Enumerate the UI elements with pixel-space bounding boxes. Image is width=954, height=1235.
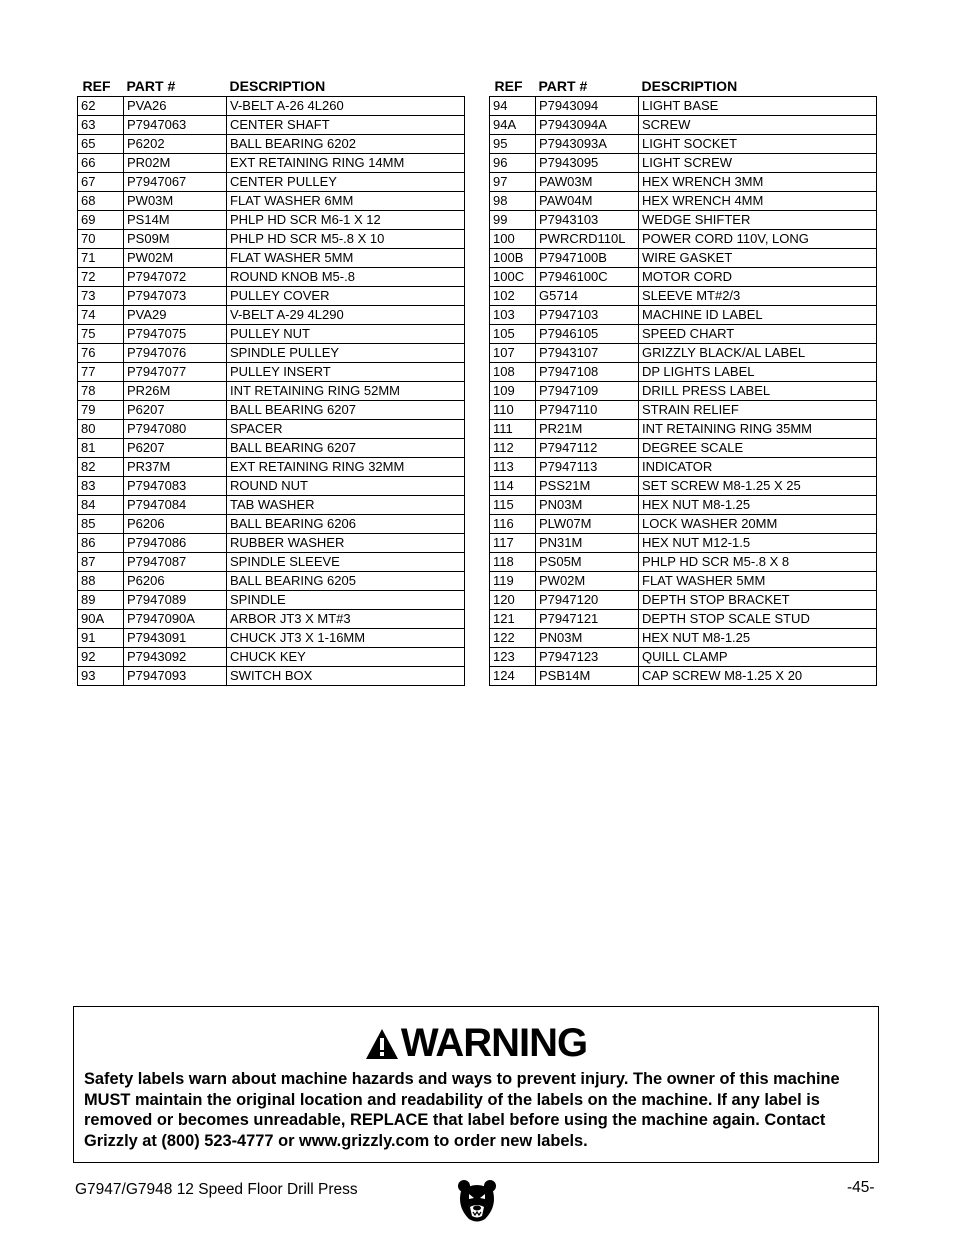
table-row xyxy=(490,249,877,268)
ref-cell: 114 xyxy=(490,477,536,496)
ref-cell: 97 xyxy=(490,173,536,192)
part-number-cell: P7947067 xyxy=(124,173,227,192)
part-number-cell: P7947123 xyxy=(536,648,639,667)
description-cell: BALL BEARING 6205 xyxy=(227,572,465,591)
part-number-cell: P7947109 xyxy=(536,382,639,401)
ref-cell: 109 xyxy=(490,382,536,401)
table-header-row xyxy=(78,76,465,97)
ref-cell: 122 xyxy=(490,629,536,648)
description-cell: PHLP HD SCR M5-.8 X 8 xyxy=(639,553,877,572)
description-cell: EXT RETAINING RING 32MM xyxy=(227,458,465,477)
warning-box xyxy=(73,1006,879,1163)
table-row xyxy=(490,515,877,534)
description-cell: LIGHT BASE xyxy=(639,97,877,116)
ref-cell: 71 xyxy=(78,249,124,268)
part-number-cell: P7943094A xyxy=(536,116,639,135)
ref-cell: 100C xyxy=(490,268,536,287)
table-row xyxy=(78,610,465,629)
part-number-cell: P6207 xyxy=(124,439,227,458)
description-cell: ROUND KNOB M5-.8 xyxy=(227,268,465,287)
part-header: PART # xyxy=(126,78,176,94)
description-cell: BALL BEARING 6206 xyxy=(227,515,465,534)
ref-cell: 69 xyxy=(78,211,124,230)
footer-title: G7947/G7948 12 Speed Floor Drill Press xyxy=(75,1181,358,1198)
ref-cell: 112 xyxy=(490,439,536,458)
table-row xyxy=(78,249,465,268)
table-row xyxy=(78,458,465,477)
description-cell: SET SCREW M8-1.25 X 25 xyxy=(639,477,877,496)
ref-cell: 83 xyxy=(78,477,124,496)
description-cell: FLAT WASHER 6MM xyxy=(227,192,465,211)
table-row xyxy=(490,135,877,154)
description-cell: RUBBER WASHER xyxy=(227,534,465,553)
warning-title xyxy=(74,1021,878,1065)
table-row xyxy=(78,515,465,534)
table-row xyxy=(78,401,465,420)
description-cell: DP LIGHTS LABEL xyxy=(639,363,877,382)
description-cell: BALL BEARING 6207 xyxy=(227,439,465,458)
table-row xyxy=(78,363,465,382)
part-number-cell: P7947089 xyxy=(124,591,227,610)
description-cell: PULLEY INSERT xyxy=(227,363,465,382)
ref-cell: 102 xyxy=(490,287,536,306)
ref-cell: 92 xyxy=(78,648,124,667)
ref-cell: 65 xyxy=(78,135,124,154)
description-cell: ARBOR JT3 X MT#3 xyxy=(227,610,465,629)
table-row xyxy=(490,325,877,344)
warning-title-text: WARNING xyxy=(400,1021,588,1065)
part-number-cell: PVA26 xyxy=(124,97,227,116)
table-row xyxy=(490,192,877,211)
part-number-cell: P7943107 xyxy=(536,344,639,363)
table-row xyxy=(78,629,465,648)
description-cell: LIGHT SCREW xyxy=(639,154,877,173)
table-row xyxy=(490,667,877,686)
part-number-cell: P6206 xyxy=(124,515,227,534)
part-number-cell: PSB14M xyxy=(536,667,639,686)
description-cell: INT RETAINING RING 52MM xyxy=(227,382,465,401)
table-row xyxy=(78,230,465,249)
description-cell: GRIZZLY BLACK/AL LABEL xyxy=(639,344,877,363)
ref-cell: 94 xyxy=(490,97,536,116)
table-row xyxy=(490,629,877,648)
part-number-cell: PW02M xyxy=(124,249,227,268)
table-row xyxy=(78,325,465,344)
part-number-cell: P6202 xyxy=(124,135,227,154)
part-number-cell: P7947084 xyxy=(124,496,227,515)
ref-cell: 70 xyxy=(78,230,124,249)
table-row xyxy=(78,211,465,230)
part-number-cell: PN03M xyxy=(536,629,639,648)
description-cell: BALL BEARING 6202 xyxy=(227,135,465,154)
part-number-cell: P7947087 xyxy=(124,553,227,572)
table-row xyxy=(490,382,877,401)
ref-cell: 78 xyxy=(78,382,124,401)
table-row xyxy=(490,534,877,553)
part-number-cell: P7947075 xyxy=(124,325,227,344)
description-cell: HEX WRENCH 4MM xyxy=(639,192,877,211)
ref-cell: 85 xyxy=(78,515,124,534)
description-cell: BALL BEARING 6207 xyxy=(227,401,465,420)
ref-cell: 87 xyxy=(78,553,124,572)
table-row xyxy=(78,382,465,401)
part-number-cell: PR21M xyxy=(536,420,639,439)
part-number-cell: P7943091 xyxy=(124,629,227,648)
part-number-cell: PS05M xyxy=(536,553,639,572)
table-row xyxy=(78,572,465,591)
ref-cell: 63 xyxy=(78,116,124,135)
table-row xyxy=(490,496,877,515)
table-row xyxy=(78,173,465,192)
ref-cell: 82 xyxy=(78,458,124,477)
part-number-cell: P7947120 xyxy=(536,591,639,610)
description-cell: CHUCK KEY xyxy=(227,648,465,667)
ref-cell: 119 xyxy=(490,572,536,591)
ref-cell: 74 xyxy=(78,306,124,325)
description-cell: STRAIN RELIEF xyxy=(639,401,877,420)
ref-cell: 76 xyxy=(78,344,124,363)
ref-cell: 121 xyxy=(490,610,536,629)
part-number-cell: P7947108 xyxy=(536,363,639,382)
table-row xyxy=(490,287,877,306)
table-row xyxy=(490,553,877,572)
part-number-cell: P7947113 xyxy=(536,458,639,477)
description-cell: FLAT WASHER 5MM xyxy=(639,572,877,591)
table-row xyxy=(490,154,877,173)
part-number-cell: P7946100C xyxy=(536,268,639,287)
table-row xyxy=(490,401,877,420)
description-header: DESCRIPTION xyxy=(641,78,738,94)
description-cell: DEPTH STOP BRACKET xyxy=(639,591,877,610)
table-row xyxy=(490,591,877,610)
part-number-cell: P7943092 xyxy=(124,648,227,667)
grizzly-bear-logo-icon xyxy=(457,1177,497,1223)
part-number-cell: P7947110 xyxy=(536,401,639,420)
table-row xyxy=(78,477,465,496)
ref-cell: 98 xyxy=(490,192,536,211)
description-cell: HEX NUT M8-1.25 xyxy=(639,496,877,515)
description-cell: EXT RETAINING RING 14MM xyxy=(227,154,465,173)
table-row xyxy=(490,97,877,116)
part-number-cell: P7947077 xyxy=(124,363,227,382)
part-number-cell: PS14M xyxy=(124,211,227,230)
page-number: -45- xyxy=(847,1179,875,1196)
description-cell: DEPTH STOP SCALE STUD xyxy=(639,610,877,629)
description-cell: DRILL PRESS LABEL xyxy=(639,382,877,401)
warning-text: Safety labels warn about machine hazards and ways to prevent injury. The owner of this machine MUST maintain the original location and readability of the labels on the machine. If any label is removed or becomes unreadable, REPLACE that label before using the machine again. Contact Grizzly at (800) 523-4777 or www.grizzly.com to order new labels. xyxy=(84,1070,840,1150)
part-number-cell: P7947072 xyxy=(124,268,227,287)
table-row xyxy=(490,439,877,458)
part-number-cell: P7947093 xyxy=(124,667,227,686)
ref-cell: 103 xyxy=(490,306,536,325)
ref-cell: 120 xyxy=(490,591,536,610)
part-number-cell: P7947083 xyxy=(124,477,227,496)
description-cell: PULLEY NUT xyxy=(227,325,465,344)
table-row xyxy=(490,610,877,629)
description-cell: CAP SCREW M8-1.25 X 20 xyxy=(639,667,877,686)
part-number-cell: PN31M xyxy=(536,534,639,553)
ref-cell: 91 xyxy=(78,629,124,648)
part-number-cell: P7947073 xyxy=(124,287,227,306)
part-number-cell: P7947112 xyxy=(536,439,639,458)
ref-cell: 84 xyxy=(78,496,124,515)
part-number-cell: PR02M xyxy=(124,154,227,173)
part-number-cell: P6206 xyxy=(124,572,227,591)
part-number-cell: P7947076 xyxy=(124,344,227,363)
part-number-cell: P7943093A xyxy=(536,135,639,154)
ref-cell: 89 xyxy=(78,591,124,610)
ref-cell: 94A xyxy=(490,116,536,135)
table-row xyxy=(490,268,877,287)
description-header: DESCRIPTION xyxy=(229,78,326,94)
table-row xyxy=(78,268,465,287)
ref-cell: 108 xyxy=(490,363,536,382)
table-row xyxy=(78,648,465,667)
ref-cell: 111 xyxy=(490,420,536,439)
table-row xyxy=(490,458,877,477)
part-number-cell: P6207 xyxy=(124,401,227,420)
part-number-cell: PLW07M xyxy=(536,515,639,534)
description-cell: ROUND NUT xyxy=(227,477,465,496)
ref-cell: 123 xyxy=(490,648,536,667)
description-cell: INT RETAINING RING 35MM xyxy=(639,420,877,439)
ref-cell: 110 xyxy=(490,401,536,420)
description-cell: V-BELT A-29 4L290 xyxy=(227,306,465,325)
ref-cell: 66 xyxy=(78,154,124,173)
table-row xyxy=(78,420,465,439)
ref-cell: 88 xyxy=(78,572,124,591)
part-number-cell: P7946105 xyxy=(536,325,639,344)
ref-cell: 100B xyxy=(490,249,536,268)
part-number-cell: P7947080 xyxy=(124,420,227,439)
part-number-cell: PAW04M xyxy=(536,192,639,211)
ref-cell: 124 xyxy=(490,667,536,686)
description-cell: DEGREE SCALE xyxy=(639,439,877,458)
ref-cell: 80 xyxy=(78,420,124,439)
ref-cell: 115 xyxy=(490,496,536,515)
part-number-cell: PW02M xyxy=(536,572,639,591)
ref-header: REF xyxy=(494,78,523,94)
part-header: PART # xyxy=(538,78,588,94)
ref-cell: 99 xyxy=(490,211,536,230)
warning-triangle-icon xyxy=(365,1028,399,1060)
table-row xyxy=(78,135,465,154)
table-header-row xyxy=(490,76,877,97)
part-number-cell: PVA29 xyxy=(124,306,227,325)
ref-cell: 62 xyxy=(78,97,124,116)
table-row xyxy=(78,97,465,116)
table-row xyxy=(78,154,465,173)
table-row xyxy=(78,287,465,306)
description-cell: FLAT WASHER 5MM xyxy=(227,249,465,268)
part-number-cell: P7947121 xyxy=(536,610,639,629)
ref-cell: 117 xyxy=(490,534,536,553)
part-number-cell: P7947103 xyxy=(536,306,639,325)
table-row xyxy=(78,591,465,610)
ref-cell: 68 xyxy=(78,192,124,211)
ref-cell: 93 xyxy=(78,667,124,686)
ref-cell: 118 xyxy=(490,553,536,572)
table-row xyxy=(490,572,877,591)
ref-cell: 72 xyxy=(78,268,124,287)
description-cell: QUILL CLAMP xyxy=(639,648,877,667)
description-cell: CENTER SHAFT xyxy=(227,116,465,135)
description-cell: SPINDLE xyxy=(227,591,465,610)
table-row xyxy=(490,173,877,192)
ref-cell: 90A xyxy=(78,610,124,629)
ref-cell: 86 xyxy=(78,534,124,553)
ref-header: REF xyxy=(82,78,111,94)
ref-cell: 113 xyxy=(490,458,536,477)
ref-cell: 81 xyxy=(78,439,124,458)
ref-cell: 95 xyxy=(490,135,536,154)
part-number-cell: PW03M xyxy=(124,192,227,211)
description-cell: POWER CORD 110V, LONG xyxy=(639,230,877,249)
description-cell: INDICATOR xyxy=(639,458,877,477)
ref-cell: 73 xyxy=(78,287,124,306)
description-cell: V-BELT A-26 4L260 xyxy=(227,97,465,116)
description-cell: CENTER PULLEY xyxy=(227,173,465,192)
description-cell: WEDGE SHIFTER xyxy=(639,211,877,230)
part-number-cell: PR26M xyxy=(124,382,227,401)
part-number-cell: PAW03M xyxy=(536,173,639,192)
part-number-cell: PSS21M xyxy=(536,477,639,496)
description-cell: CHUCK JT3 X 1-16MM xyxy=(227,629,465,648)
description-cell: SCREW xyxy=(639,116,877,135)
table-row xyxy=(78,439,465,458)
part-number-cell: G5714 xyxy=(536,287,639,306)
table-row xyxy=(490,230,877,249)
table-row xyxy=(78,192,465,211)
table-row xyxy=(490,306,877,325)
part-number-cell: P7947086 xyxy=(124,534,227,553)
table-row xyxy=(490,363,877,382)
table-row xyxy=(490,211,877,230)
description-cell: SPACER xyxy=(227,420,465,439)
table-row xyxy=(78,496,465,515)
table-row xyxy=(490,116,877,135)
table-row xyxy=(490,420,877,439)
part-number-cell: P7947100B xyxy=(536,249,639,268)
description-cell: TAB WASHER xyxy=(227,496,465,515)
part-number-cell: PR37M xyxy=(124,458,227,477)
table-row xyxy=(78,116,465,135)
description-cell: SPEED CHART xyxy=(639,325,877,344)
table-row xyxy=(490,648,877,667)
part-number-cell: P7943095 xyxy=(536,154,639,173)
description-cell: HEX WRENCH 3MM xyxy=(639,173,877,192)
description-cell: LOCK WASHER 20MM xyxy=(639,515,877,534)
table-row xyxy=(78,553,465,572)
table-row xyxy=(78,534,465,553)
table-row xyxy=(490,344,877,363)
description-cell: PULLEY COVER xyxy=(227,287,465,306)
description-cell: SLEEVE MT#2/3 xyxy=(639,287,877,306)
description-cell: HEX NUT M8-1.25 xyxy=(639,629,877,648)
part-number-cell: P7943094 xyxy=(536,97,639,116)
ref-cell: 96 xyxy=(490,154,536,173)
ref-cell: 116 xyxy=(490,515,536,534)
part-number-cell: P7947063 xyxy=(124,116,227,135)
description-cell: MOTOR CORD xyxy=(639,268,877,287)
ref-cell: 75 xyxy=(78,325,124,344)
description-cell: SPINDLE SLEEVE xyxy=(227,553,465,572)
part-number-cell: PN03M xyxy=(536,496,639,515)
parts-table-right xyxy=(489,76,877,686)
ref-cell: 77 xyxy=(78,363,124,382)
ref-cell: 100 xyxy=(490,230,536,249)
table-row xyxy=(78,667,465,686)
parts-table-left xyxy=(77,76,465,686)
part-number-cell: PWRCRD110L xyxy=(536,230,639,249)
description-cell: MACHINE ID LABEL xyxy=(639,306,877,325)
ref-cell: 67 xyxy=(78,173,124,192)
part-number-cell: P7947090A xyxy=(124,610,227,629)
table-row xyxy=(490,477,877,496)
description-cell: SPINDLE PULLEY xyxy=(227,344,465,363)
description-cell: PHLP HD SCR M5-.8 X 10 xyxy=(227,230,465,249)
description-cell: WIRE GASKET xyxy=(639,249,877,268)
description-cell: HEX NUT M12-1.5 xyxy=(639,534,877,553)
description-cell: LIGHT SOCKET xyxy=(639,135,877,154)
ref-cell: 105 xyxy=(490,325,536,344)
ref-cell: 79 xyxy=(78,401,124,420)
description-cell: PHLP HD SCR M6-1 X 12 xyxy=(227,211,465,230)
table-row xyxy=(78,306,465,325)
table-row xyxy=(78,344,465,363)
part-number-cell: PS09M xyxy=(124,230,227,249)
description-cell: SWITCH BOX xyxy=(227,667,465,686)
part-number-cell: P7943103 xyxy=(536,211,639,230)
ref-cell: 107 xyxy=(490,344,536,363)
